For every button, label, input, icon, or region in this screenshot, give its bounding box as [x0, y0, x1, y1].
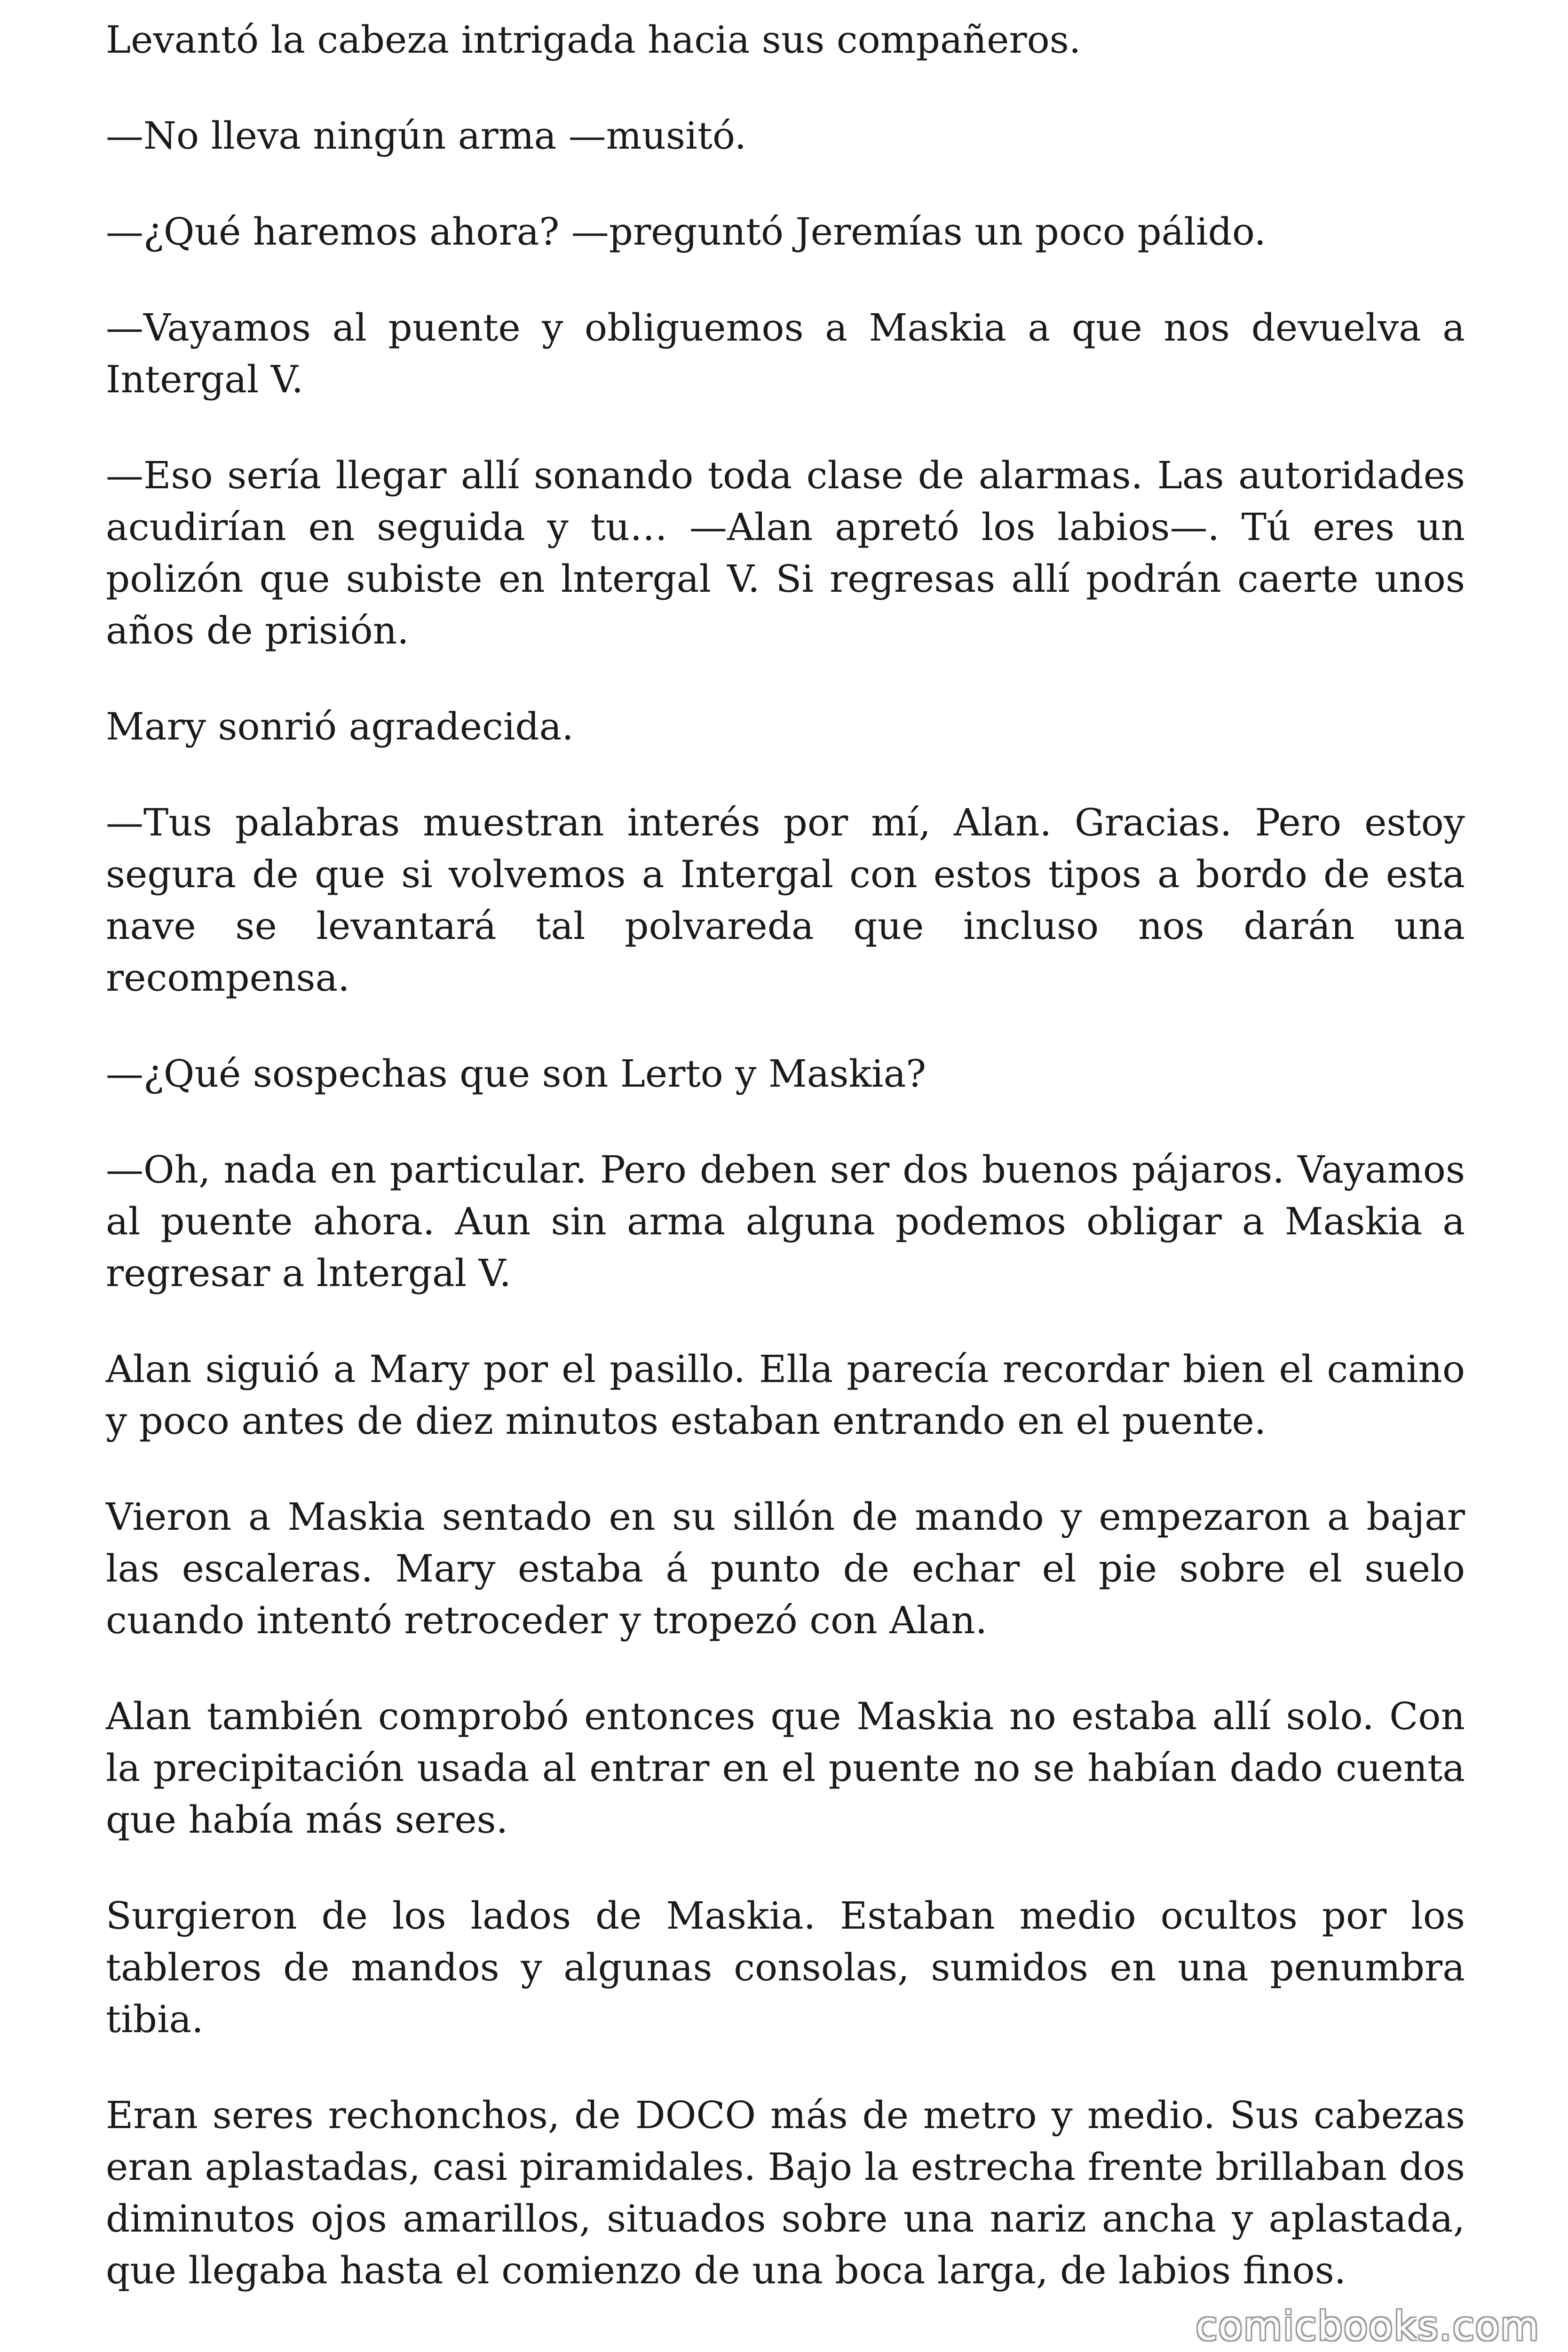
paragraph: —Tus palabras muestran interés por mí, Alan. Gracias. Pero estoy segura de que si volvemos a Intergal con estos tipos a bordo de esta nave se levantará tal polvareda que incluso nos darán una recompensa. — [106, 801, 1465, 1000]
paragraph: —¿Qué haremos ahora? —preguntó Jeremías un poco pálido. — [106, 210, 1266, 254]
paragraph: —¿Qué sospechas que son Lerto y Maskia? — [106, 1052, 927, 1096]
paragraph: —Eso sería llegar allí sonando toda clase de alarmas. Las autoridades acudirían en seguida y tu… —Alan apretó los labios—. Tú eres un polizón que subiste en lntergal V. Si regresas allí podrán caerte unos años de prisión. — [106, 453, 1465, 652]
paragraph: Alan también comprobó entonces que Maskia no estaba allí solo. Con la precipitación usada al entrar en el puente no se habían dado cuenta que había más seres. — [106, 1694, 1465, 1842]
paragraph: Vieron a Maskia sentado en su sillón de mando y empezaron a bajar las escaleras. Mary estaba á punto de echar el pie sobre el suelo cuando intentó retroceder y tropezó con Alan. — [106, 1495, 1465, 1642]
paragraph: Alan siguió a Mary por el pasillo. Ella parecía recordar bien el camino y poco antes de diez minutos estaban entrando en el puente. — [106, 1347, 1465, 1443]
paragraph: Mary sonrió agradecida. — [106, 705, 574, 748]
paragraph: Eran seres rechonchos, de DOCO más de metro y medio. Sus cabezas eran aplastadas, casi piramidales. Bajo la estrecha frente brillaban dos diminutos ojos amarillos, situados sobre una nariz ancha y aplastada, que llegaba hasta el comienzo de una boca larga, de labios finos. — [106, 2093, 1465, 2292]
paragraph: —Oh, nada en particular. Pero deben ser dos buenos pájaros. Vayamos al puente ahora. Aun sin arma alguna podemos obligar a Maskia a regresar a lntergal V. — [106, 1148, 1465, 1295]
book-page — [106, 14, 1465, 2296]
paragraph: —Vayamos al puente y obliguemos a Maskia a que nos devuelva a Intergal V. — [106, 306, 1465, 401]
watermark: comicbooks.com — [1196, 2303, 1540, 2349]
paragraph: —No lleva ningún arma —musitó. — [106, 114, 747, 158]
paragraph: Levantó la cabeza intrigada hacia sus compañeros. — [106, 18, 1081, 62]
paragraph: Surgieron de los lados de Maskia. Estaban medio ocultos por los tableros de mandos y algunas consolas, sumidos en una penumbra tibia. — [106, 1894, 1465, 2041]
